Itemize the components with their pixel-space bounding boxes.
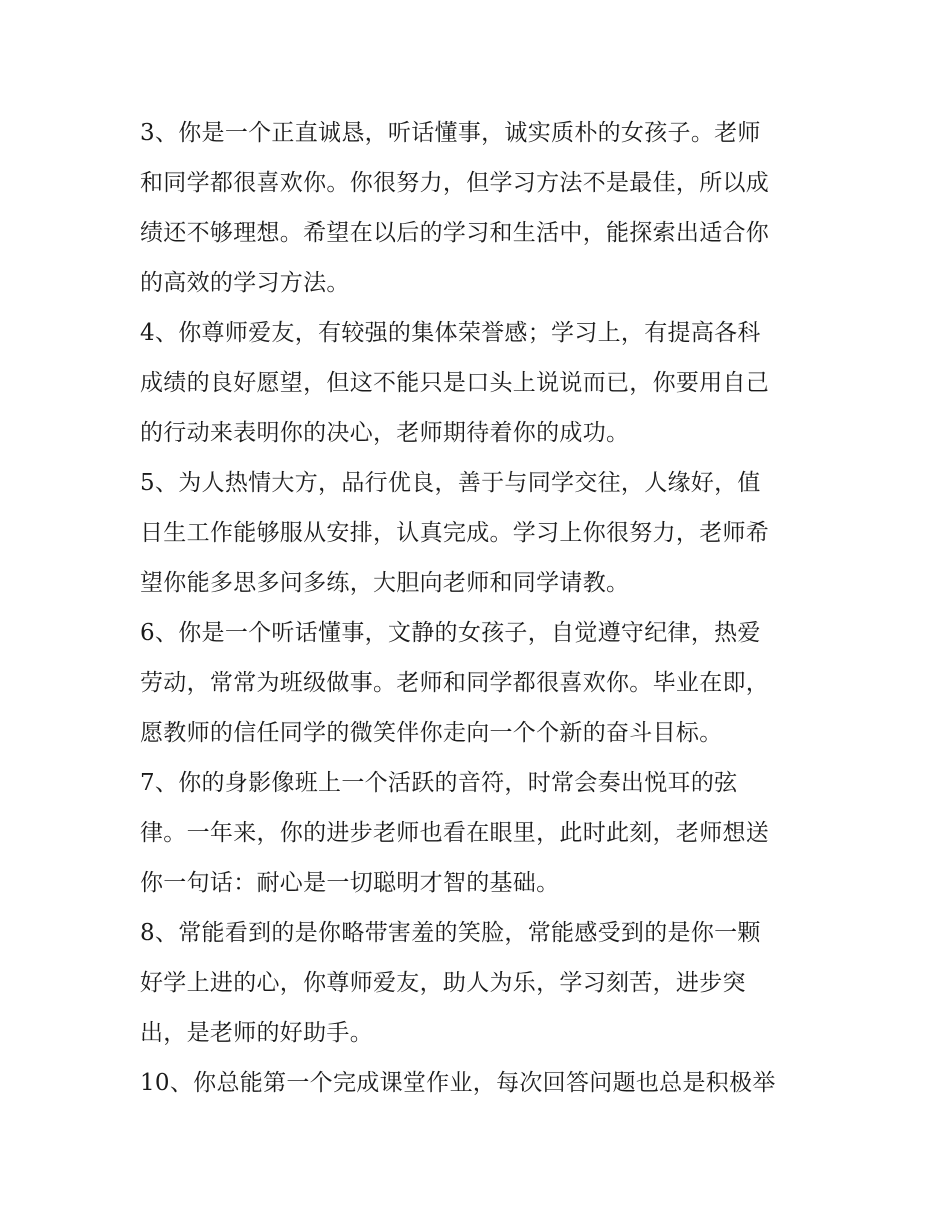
paragraph-10 (140, 1058, 830, 1108)
text-line: 10、你总能第一个完成课堂作业，每次回答问题也总是积极举 (140, 1070, 776, 1096)
text-line: 7、你的身影像班上一个活跃的音符，时常会奏出悦耳的弦 (140, 770, 738, 796)
paragraph-4 (140, 308, 830, 458)
paragraph-5 (140, 458, 830, 608)
paragraph-3 (140, 108, 830, 308)
paragraph-8 (140, 908, 830, 1058)
text-line: 出，是老师的好助手。 (140, 1020, 373, 1046)
text-line: 绩还不够理想。希望在以后的学习和生活中，能探索出适合你 (140, 220, 770, 246)
text-line: 望你能多思多问多练，大胆向老师和同学请教。 (140, 570, 630, 596)
text-line: 6、你是一个听话懂事，文静的女孩子，自觉遵守纪律，热爱 (140, 620, 761, 646)
text-line: 3、你是一个正直诚恳，听话懂事，诚实质朴的女孩子。老师 (140, 120, 761, 146)
text-line: 5、为人热情大方，品行优良，善于与同学交往，人缘好，值 (140, 470, 761, 496)
text-line: 律。一年来，你的进步老师也看在眼里，此时此刻，老师想送 (140, 820, 770, 846)
text-line: 和同学都很喜欢你。你很努力，但学习方法不是最佳，所以成 (140, 170, 770, 196)
paragraph-7 (140, 758, 830, 908)
text-line: 的行动来表明你的决心，老师期待着你的成功。 (140, 420, 630, 446)
text-line: 成绩的良好愿望，但这不能只是口头上说说而已，你要用自己 (140, 370, 770, 396)
text-line: 好学上进的心，你尊师爱友，助人为乐，学习刻苦，进步突 (140, 970, 746, 996)
text-line: 你一句话：耐心是一切聪明才智的基础。 (140, 870, 560, 896)
text-line: 愿教师的信任同学的微笑伴你走向一个个新的奋斗目标。 (140, 720, 723, 746)
text-line: 的高效的学习方法。 (140, 270, 350, 296)
document-body (140, 108, 830, 1108)
text-line: 日生工作能够服从安排，认真完成。学习上你很努力，老师希 (140, 520, 770, 546)
text-line: 4、你尊师爱友，有较强的集体荣誉感；学习上，有提高各科 (140, 320, 761, 346)
text-line: 劳动，常常为班级做事。老师和同学都很喜欢你。毕业在即， (140, 670, 770, 696)
text-line: 8、常能看到的是你略带害羞的笑脸，常能感受到的是你一颗 (140, 920, 761, 946)
paragraph-6 (140, 608, 830, 758)
